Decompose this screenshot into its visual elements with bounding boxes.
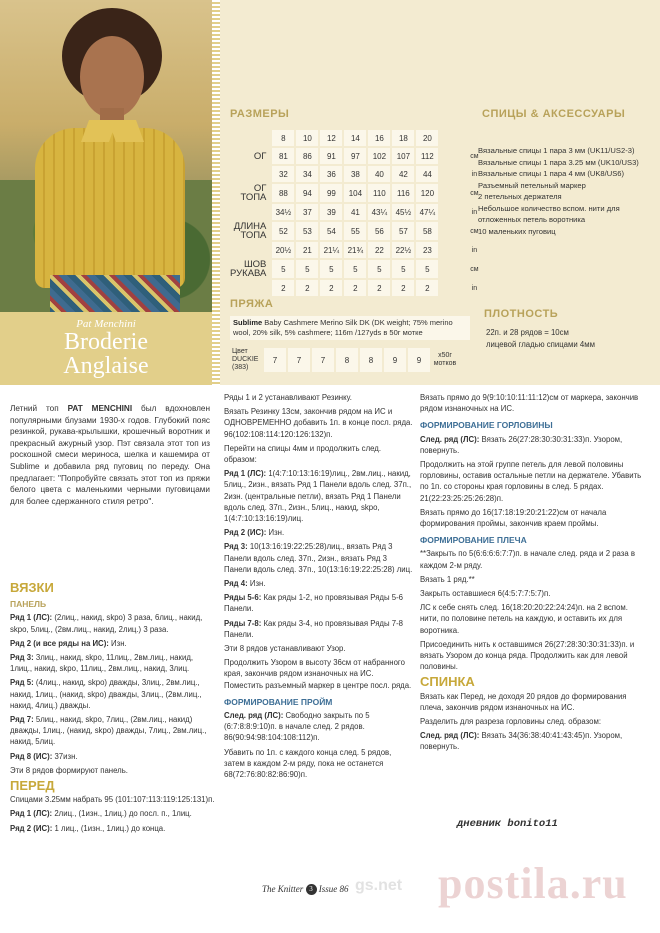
sizes-cell: 2 [416, 280, 438, 296]
spacer [440, 222, 462, 240]
sizes-row-label: ОГ ТОПА [240, 183, 267, 203]
instruction: Вязать 1 ряд.** [420, 574, 475, 584]
sizes-row-label: ШОВ РУКАВА [230, 259, 267, 279]
sizes-cell: 2 [272, 280, 294, 296]
sizes-cell: 21¾ [344, 242, 366, 258]
needles-item: Разъемный петельный маркер [478, 180, 586, 190]
yarn-heading: ПРЯЖА [230, 298, 274, 310]
sizes-cell: 102 [368, 148, 390, 164]
spacer [440, 184, 462, 202]
instruction: Перейти на спицы 4мм и продолжить след. образом: [224, 443, 382, 465]
needles-heading: СПИЦЫ & АКСЕССУАРЫ [482, 108, 626, 120]
sizes-cell: 44 [416, 166, 438, 182]
yarn-amount: 7 [288, 348, 310, 372]
sizes-cell: 86 [296, 148, 318, 164]
sizes-cell: 52 [272, 222, 294, 240]
sizes-cell: 5 [392, 260, 414, 278]
heading-stitches: ВЯЗКИ [10, 580, 54, 595]
sizes-cell: 99 [320, 184, 342, 202]
sizes-row [230, 130, 484, 146]
sizes-cell: 5 [416, 260, 438, 278]
heading-panel: ПАНЕЛЬ [10, 599, 47, 610]
yarn-amount: 9 [384, 348, 406, 372]
head-shape [80, 36, 144, 118]
spacer [440, 204, 462, 220]
instruction: Ряд 2 (ИС): 1 лиц., (1изн., 1лиц.) до конца. [10, 823, 166, 833]
sizes-row-label [230, 130, 270, 146]
sizes-cell: 94 [296, 184, 318, 202]
designer-name: Pat Menchini [76, 318, 136, 330]
page-number: 3 [306, 884, 317, 895]
sizes-unit: см [470, 265, 479, 273]
sizes-row [230, 222, 484, 240]
instruction: Разделить для разреза горловины след. образом: [420, 717, 602, 727]
sizes-cell: 2 [344, 280, 366, 296]
sizes-cell: 34 [296, 166, 318, 182]
sizes-cell: 5 [344, 260, 366, 278]
sizes-row-label [230, 166, 270, 182]
sizes-cell: 20 [416, 130, 438, 146]
sizes-unit: in [471, 170, 478, 178]
sizes-cell: 18 [392, 130, 414, 146]
sizes-cell: 110 [368, 184, 390, 202]
instruction: Присоединить нить к оставшимся 26(27:28:30:30:31:33)п. и вязать Узором до конца ряда. Продолжить как для левой половины. [420, 639, 635, 672]
needles-item: Вязальные спицы 1 пара 4 мм (UK8/US6) [478, 169, 625, 178]
decorative-fringe [212, 0, 220, 385]
instruction: След. ряд (ЛС): Вязать 26(27:28:30:30:31:33)п. Узором, повернуть. [420, 434, 623, 455]
heading-armhole: ФОРМИРОВАНИЕ ПРОЙМ [224, 696, 333, 707]
sizes-unit: in [471, 284, 478, 292]
yarn-description [230, 316, 470, 340]
needles-item: 10 маленьких пуговиц [478, 226, 556, 236]
sizes-cell: 5 [368, 260, 390, 278]
instruction: Ряд 3: 10(13:16:19:22:25:28)лиц., вязать Ряд 3 Панели вдоль след. 37п., 2изн., вязать Ряд 3 Панели вдоль след. 37п., 10(13:16:19:22:25:28) лиц. [224, 542, 413, 574]
instruction: Ряд 1 (ЛС): (2лиц., накид, skpo) 3 раза, 6лиц., накид, skpo, 5лиц., (2вм.лиц., накид, 2лиц.) 3 раза. [10, 613, 203, 634]
sizes-cell: 16 [368, 130, 390, 146]
designer-name-bold: PAT MENCHINI [67, 404, 133, 413]
sizes-cell: 54 [320, 222, 342, 240]
spacer [440, 130, 462, 146]
sizes-cell: 36 [320, 166, 342, 182]
sizes-cell: 112 [416, 148, 438, 164]
yarn-unit: x50г мотков [433, 352, 457, 367]
heading-shoulder: ФОРМИРОВАНИЕ ПЛЕЧА [420, 535, 527, 546]
sizes-cell: 81 [272, 148, 294, 164]
instruction: Продолжить на этой группе петель для левой половины горловины, оставив остальные петли на держателе. Убавить по 1п. со стороны края горловины в след. 5 рядах. 21(22:23:25:25:26:28)п. [420, 460, 642, 503]
instruction: Ряд 5: (4лиц., накид, skpo) дважды, 3лиц., 2вм.лиц., накид, 1лиц., (накид, skpo) дважды, 3лиц., (2вм.лиц., накид, 4лиц.) дважды. [10, 678, 202, 710]
sizes-row [230, 260, 484, 278]
instruction: Спицами 3.25мм набрать 95 (101:107:113:119:125:131)п. [10, 795, 215, 805]
sizes-cell: 23 [416, 242, 438, 258]
sizes-row-label: ОГ [253, 150, 267, 162]
sizes-cell: 20½ [272, 242, 294, 258]
watermark-small: gs.net [355, 877, 403, 894]
sizes-cell: 10 [296, 130, 318, 146]
yarn-brand: Sublime [233, 318, 263, 327]
instruction: Вязать как Перед, не доходя 20 рядов до формирования плеча, закончив рядом изнаночных на ИС. [420, 691, 627, 712]
sizes-cell: 14 [344, 130, 366, 146]
sizes-cell: 56 [368, 222, 390, 240]
gauge-text [486, 327, 646, 350]
skirt-shape [50, 275, 180, 312]
sizes-cell: 45½ [392, 204, 414, 220]
sizes-heading: РАЗМЕРЫ [230, 108, 290, 120]
sizes-cell: 55 [344, 222, 366, 240]
sizes-cell: 21 [296, 242, 318, 258]
postila-watermark: postila.ru [438, 859, 628, 908]
sizes-cell: 39 [320, 204, 342, 220]
instruction: Ряды 7-8: Как ряды 3-4, но провязывая Ряды 7-8 Панели. [224, 618, 403, 639]
sizes-cell: 40 [368, 166, 390, 182]
sizes-cell: 34½ [272, 204, 294, 220]
instruction: Эти 8 рядов устанавливают Узор. [224, 644, 346, 654]
sizes-cell: 8 [272, 130, 294, 146]
sizes-unit: in [471, 208, 478, 216]
sizes-row [230, 166, 484, 182]
spacer [440, 148, 462, 164]
instruction: Закрыть оставшиеся 6(4:5:7:7:5:7)п. [420, 589, 551, 599]
needles-list [478, 145, 658, 237]
column-1 [10, 578, 215, 837]
column-3 [420, 392, 645, 756]
sizes-cell: 97 [344, 148, 366, 164]
needles-item: Небольшое количество вспом. нити для [478, 203, 620, 213]
intro-body: был вдохновлен популярными блузами 1930-х годов. Глубокий пояс резинкой, рукава-крылышки, крошечный воротник и прекрасный ажурный узор. Пэт связала этот топ из роскошной смеси мериноса, шелка и кашемира от Sublime и добавила ряд пуговиц по переду. Она предлагает: "Попробуйте связать этот топ из пряжи белого цвета с маленькими черными пуговицами для более сдержанного стиля ретро". [10, 404, 210, 506]
needles-item: Вязальные спицы 1 пара 3 мм (UK11/US2-3) [478, 146, 635, 155]
instruction: Ряд 3: 3лиц., накид, skpo, 11лиц., 2вм.лиц., накид, 1лиц., накид, skpo, 11лиц., 2вм.лиц., накид, 3лиц. [10, 653, 194, 674]
sizes-unit: in [471, 246, 478, 254]
sizes-cell: 12 [320, 130, 342, 146]
sizes-cell: 53 [296, 222, 318, 240]
page-footer [262, 884, 349, 895]
sizes-cell: 21¼ [320, 242, 342, 258]
gauge-line: лицевой гладью спицами 4мм [486, 339, 595, 349]
sizes-row [230, 204, 484, 220]
sizes-cell: 32 [272, 166, 294, 182]
gauge-heading: ПЛОТНОСТЬ [484, 308, 559, 320]
instruction: Ряды 1 и 2 устанавливают Резинку. [224, 393, 352, 402]
sizes-cell: 91 [320, 148, 342, 164]
sizes-cell: 5 [296, 260, 318, 278]
pattern-title-line1: Broderie [64, 329, 148, 355]
sizes-row-label: ДЛИНА ТОПА [233, 221, 267, 241]
needles-item: Вязальные спицы 1 пара 3.25 мм (UK10/US3) [478, 157, 639, 167]
needles-item: отложенных петель воротника [478, 215, 586, 224]
instruction: Ряд 4: Изн. [224, 579, 266, 589]
model-photo [0, 0, 212, 312]
instruction: **Закрыть по 5(6:6:6:6:7:7)п. в начале след. ряда и 2 раза в каждом 2-м ряду. [420, 549, 635, 570]
yarn-text: Baby Cashmere Merino Silk DK (DK weight; 75% merino wool, 20% silk, 5% cashmere; 116m /127yds в 50г мотке [233, 318, 453, 337]
pattern-title-line2: Anglaise [63, 353, 149, 379]
instruction: След. ряд (ЛС): Вязать 34(36:38:40:41:43:45)п. Узором, повернуть. [420, 731, 623, 752]
sizes-cell: 116 [392, 184, 414, 202]
title-block [0, 312, 212, 385]
sizes-cell: 88 [272, 184, 294, 202]
instruction: Ряд 2 (ИС): Изн. [224, 528, 285, 538]
yarn-amounts-table [230, 346, 460, 374]
yarn-amount: 7 [312, 348, 334, 372]
spacer [440, 166, 462, 182]
sizes-unit [464, 130, 484, 146]
instruction: Ряд 1 (ЛС): 2лиц., (1изн., 1лиц.) до посл. п., 1лиц. [10, 809, 192, 819]
sizes-cell: 42 [392, 166, 414, 182]
sizes-cell: 22 [368, 242, 390, 258]
heading-back: СПИНКА [420, 674, 475, 690]
intro-text [10, 403, 210, 507]
yarn-amount: 8 [360, 348, 382, 372]
sizes-cell: 5 [272, 260, 294, 278]
yarn-amount: 7 [264, 348, 286, 372]
sizes-unit: см [470, 189, 479, 197]
sizes-cell: 37 [296, 204, 318, 220]
instruction: ЛС к себе снять след. 16(18:20:20:22:24:24)п. на 2 вспом. нити, по половине петель на каждую, и оставить их для воротника. [420, 603, 628, 635]
instruction: Вязать прямо до 16(17:18:19:20:21:22)см от начала формирования проймы, закончив краем проймы. [420, 507, 607, 529]
sizes-row-label [230, 280, 270, 296]
sizes-unit: см [470, 227, 479, 235]
instruction: Убавить по 1п. с каждого конца след. 5 рядов, затем в каждом 2-м ряду, пока не останется 68(72:76:80:82:86:90)п. [224, 747, 392, 780]
sizes-cell: 38 [344, 166, 366, 182]
sizes-cell: 104 [344, 184, 366, 202]
sizes-cell: 47¼ [416, 204, 438, 220]
heading-front: ПЕРЕД [10, 778, 55, 794]
gauge-line: 22п. и 28 рядов = 10см [486, 328, 569, 337]
instruction: Вязать прямо до 9(9:10:10:11:11:12)см от маркера, закончив рядом изнаночных на ИС. [420, 393, 639, 414]
sizes-cell: 57 [392, 222, 414, 240]
sizes-cell: 2 [320, 280, 342, 296]
sizes-row [230, 184, 484, 202]
intro-pre: Летний топ [10, 404, 68, 413]
spacer [440, 242, 462, 258]
sizes-cell: 41 [344, 204, 366, 220]
instruction: След. ряд (ЛС): Свободно закрыть по 5 (6:7:8:8:9:10)п. в начале след. 2 рядов. 86(90:94:98:104:108:112)п. [224, 711, 370, 743]
heading-neck: ФОРМИРОВАНИЕ ГОРЛОВИНЫ [420, 420, 553, 431]
magazine-name: The Knitter [262, 884, 304, 894]
instruction: Ряды 5-6: Как ряды 1-2, но провязывая Ряды 5-6 Панели. [224, 593, 403, 614]
knitted-top-shape [35, 128, 185, 288]
yarn-color-label: Цвет DUCKIE (383) [232, 348, 259, 371]
sizes-cell: 2 [392, 280, 414, 296]
instruction: Ряд 2 (и все ряды на ИС): Изн. [10, 638, 127, 648]
sizes-table [228, 128, 486, 298]
sizes-cell: 22½ [392, 242, 414, 258]
sizes-cell: 58 [416, 222, 438, 240]
spacer [440, 280, 462, 296]
sizes-row [230, 280, 484, 296]
sizes-cell: 107 [392, 148, 414, 164]
instruction: Вязать Резинку 13см, закончив рядом на ИС и ОДНОВРЕМЕННО добавить 1п. в конце посл. ряда. 96(102:108:114:120:126:132)п. [224, 407, 413, 439]
sizes-cell: 120 [416, 184, 438, 202]
sizes-row-label [230, 204, 270, 220]
instruction: Эти 8 рядов формируют панель. [10, 765, 128, 775]
yarn-amount: 8 [336, 348, 358, 372]
sizes-cell: 2 [368, 280, 390, 296]
sizes-cell: 43¼ [368, 204, 390, 220]
sizes-cell: 2 [296, 280, 318, 296]
instruction: Ряд 8 (ИС): 37изн. [10, 751, 78, 761]
instruction: Ряд 7: 5лиц., накид, skpo, 7лиц., (2вм.лиц., накид) дважды, 1лиц., (накид, skpo) дважды, 7лиц., 2вм.лиц., накид, 5лиц. [10, 715, 207, 747]
issue-number: Issue 86 [318, 884, 349, 894]
instruction: Продолжить Узором в высоту 36см от набранного края, закончив рядом изнаночных на ИС. Поместить разъемный маркер в центре посл. ряда. [224, 658, 412, 690]
spacer [440, 260, 462, 278]
sizes-row-label [230, 242, 270, 258]
sizes-cell: 5 [320, 260, 342, 278]
sizes-row [230, 242, 484, 258]
column-2 [224, 392, 414, 783]
instruction: Ряд 1 (ЛС): 1(4:7:10:13:16:19)лиц., 2вм.лиц., накид, 5лиц., 2изн., вязать Ряд 1 Панели вдоль след. 37п., 2изн. (центральные петли), вязать Ряд 1 Панели вдоль след. 37п., 2изн., 5лиц., накид, skpo, 1(4:7:10:13:16:19)лиц. [224, 469, 412, 524]
diary-signature: дневник bonito11 [457, 818, 558, 830]
sizes-row [230, 148, 484, 164]
sizes-unit: см [470, 152, 479, 160]
yarn-amount: 9 [408, 348, 430, 372]
needles-item: 2 петельных держателя [478, 192, 562, 201]
